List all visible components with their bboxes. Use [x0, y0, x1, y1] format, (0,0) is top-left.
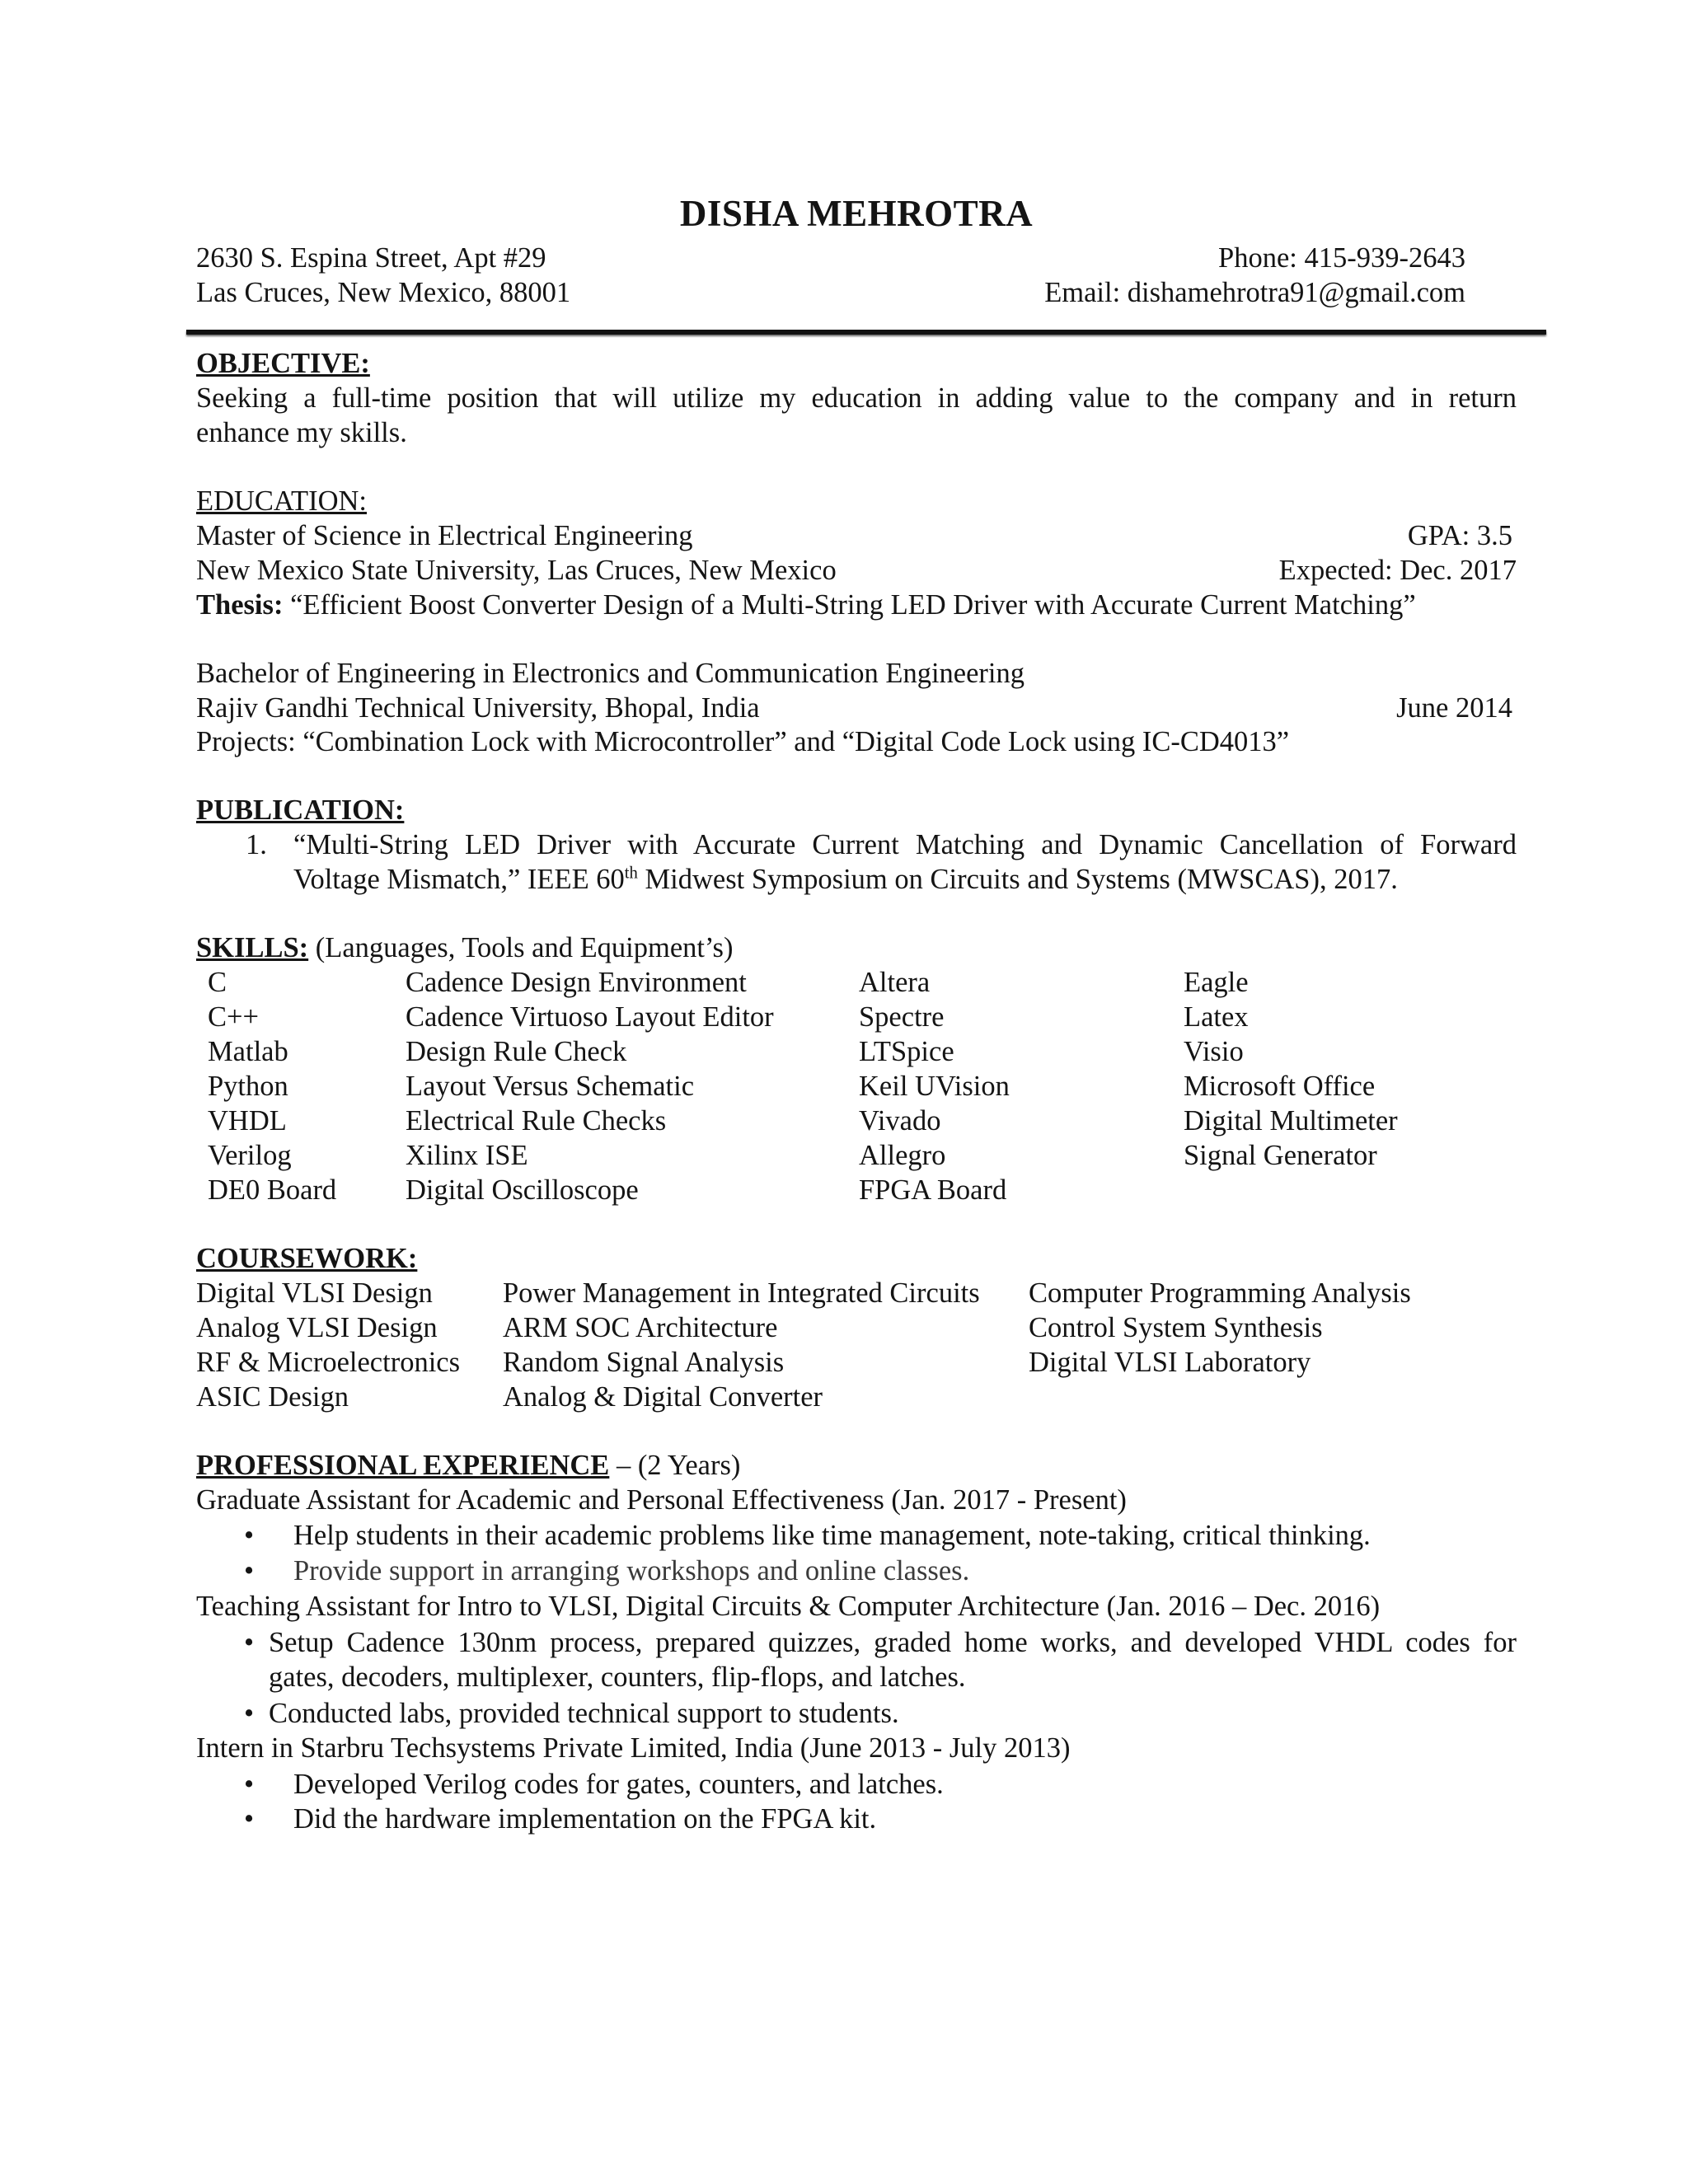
masters-school: New Mexico State University, Las Cruces, New Mexico	[196, 555, 837, 586]
experience-heading: PROFESSIONAL EXPERIENCE	[196, 1450, 610, 1481]
skills-heading-row	[196, 930, 733, 965]
publication-line-2-start: Voltage Mismatch,” IEEE 60	[293, 864, 625, 895]
masters-degree: Master of Science in Electrical Engineering	[196, 520, 693, 551]
email-address: Email: dishamehrotra91@gmail.com	[1044, 277, 1465, 308]
job-2-bullet-2: Conducted labs, provided technical support to students.	[269, 1698, 899, 1729]
education-heading: EDUCATION:	[196, 485, 367, 517]
job-2-bullet-1-line-2: gates, decoders, multiplexer, counters, flip-flops, and latches.	[269, 1661, 966, 1693]
publication-line-2-end: Midwest Symposium on Circuits and Systems (MWSCAS), 2017.	[637, 864, 1398, 895]
job-2-bullet-1-line-1: Setup Cadence 130nm process, prepared quizzes, graded home works, and developed VHDL codes for	[269, 1627, 1517, 1658]
coursework-heading: COURSEWORK:	[196, 1243, 418, 1274]
course-item: Digital VLSI Design	[196, 1277, 433, 1309]
bullet-glyph: •	[244, 1627, 255, 1658]
skill-item: Design Rule Check	[406, 1036, 627, 1067]
header-divider	[186, 330, 1546, 335]
publication-line-2	[293, 862, 1398, 897]
skill-item: FPGA Board	[859, 1174, 1007, 1206]
thesis-label: Thesis:	[196, 589, 284, 621]
skill-item: DE0 Board	[208, 1174, 337, 1206]
skill-item: Cadence Virtuoso Layout Editor	[406, 1001, 774, 1033]
bachelors-date: June 2014	[1396, 692, 1512, 724]
address-line-1: 2630 S. Espina Street, Apt #29	[196, 242, 546, 274]
experience-heading-row	[196, 1448, 740, 1483]
course-item: Power Management in Integrated Circuits	[503, 1277, 980, 1309]
job-title-1: Graduate Assistant for Academic and Personal Effectiveness (Jan. 2017 - Present)	[196, 1484, 1127, 1516]
skill-item: VHDL	[208, 1105, 287, 1137]
thesis-title: “Efficient Boost Converter Design of a Multi-String LED Driver with Accurate Current Matching”	[283, 589, 1416, 621]
skills-heading: SKILLS:	[196, 932, 309, 963]
job-3-bullet: Developed Verilog codes for gates, counters, and latches.	[293, 1769, 944, 1800]
skill-item: Allegro	[859, 1140, 946, 1171]
skill-item: Visio	[1184, 1036, 1244, 1067]
masters-thesis	[196, 588, 1416, 622]
masters-date: Expected: Dec. 2017	[1278, 555, 1517, 586]
skills-subheading: (Languages, Tools and Equipment’s)	[308, 932, 734, 963]
candidate-name: DISHA MEHROTRA	[679, 193, 1034, 234]
skill-item: Xilinx ISE	[406, 1140, 528, 1171]
bullet-glyph: •	[244, 1698, 255, 1729]
job-title-2: Teaching Assistant for Intro to VLSI, Digital Circuits & Computer Architecture (Jan. 2016 – Dec. 2016)	[196, 1591, 1381, 1622]
skill-item: Keil UVision	[859, 1071, 1010, 1102]
objective-text-line-1: Seeking a full-time position that will utilize my education in adding value to the company and in return	[196, 382, 1517, 414]
skill-item: Eagle	[1184, 967, 1249, 998]
skill-item: Matlab	[208, 1036, 288, 1067]
job-3-bullet: Did the hardware implementation on the FPGA kit.	[293, 1803, 877, 1835]
objective-heading: OBJECTIVE:	[196, 348, 370, 379]
masters-gpa: GPA: 3.5	[1407, 520, 1512, 551]
skill-item: Layout Versus Schematic	[406, 1071, 695, 1102]
skill-item: Digital Oscilloscope	[406, 1174, 639, 1206]
skill-item: Signal Generator	[1184, 1140, 1377, 1171]
course-item: Computer Programming Analysis	[1029, 1277, 1411, 1309]
skill-item: Electrical Rule Checks	[406, 1105, 667, 1137]
skill-item: Digital Multimeter	[1184, 1105, 1398, 1137]
skill-item: C++	[208, 1001, 259, 1033]
bullet-glyph: •	[244, 1520, 255, 1551]
skill-item: Spectre	[859, 1001, 945, 1033]
publication-heading: PUBLICATION:	[196, 794, 405, 826]
bullet-glyph: •	[244, 1555, 255, 1586]
course-item: ARM SOC Architecture	[503, 1312, 778, 1343]
bullet-glyph: •	[244, 1803, 255, 1835]
skill-item: Verilog	[208, 1140, 292, 1171]
skill-item: Microsoft Office	[1184, 1071, 1376, 1102]
experience-duration: – (2 Years)	[609, 1450, 741, 1481]
publication-line-1: “Multi-String LED Driver with Accurate Current Matching and Dynamic Cancellation of Forward	[293, 829, 1517, 860]
phone-number: Phone: 415-939-2643	[1218, 242, 1465, 274]
publication-number: 1.	[246, 829, 267, 860]
address-line-2: Las Cruces, New Mexico, 88001	[196, 277, 571, 308]
course-item: RF & Microelectronics	[196, 1347, 461, 1378]
skill-item: Cadence Design Environment	[406, 967, 747, 998]
course-item: Digital VLSI Laboratory	[1029, 1347, 1311, 1378]
skill-item: Python	[208, 1071, 288, 1102]
bachelors-school: Rajiv Gandhi Technical University, Bhopal, India	[196, 692, 760, 724]
course-item: Control System Synthesis	[1029, 1312, 1323, 1343]
skill-item: Latex	[1184, 1001, 1249, 1033]
course-item: Analog VLSI Design	[196, 1312, 438, 1343]
job-title-3: Intern in Starbru Techsystems Private Limited, India (June 2013 - July 2013)	[196, 1732, 1071, 1764]
skill-item: LTSpice	[859, 1036, 954, 1067]
objective-text-line-2: enhance my skills.	[196, 417, 407, 448]
course-item: ASIC Design	[196, 1381, 349, 1413]
job-1-bullet: Help students in their academic problems like time management, note-taking, critical thinking.	[293, 1520, 1371, 1551]
skill-item: Altera	[859, 967, 931, 998]
skill-item: C	[208, 967, 227, 998]
bachelors-projects: Projects: “Combination Lock with Microcontroller” and “Digital Code Lock using IC-CD4013”	[196, 726, 1290, 757]
course-item: Random Signal Analysis	[503, 1347, 785, 1378]
course-item: Analog & Digital Converter	[503, 1381, 823, 1413]
skill-item: Vivado	[859, 1105, 941, 1137]
ordinal-suffix: th	[624, 864, 638, 883]
bullet-glyph: •	[244, 1769, 255, 1800]
job-1-bullet: Provide support in arranging workshops and online classes.	[293, 1555, 970, 1586]
bachelors-degree: Bachelor of Engineering in Electronics and Communication Engineering	[196, 658, 1025, 689]
